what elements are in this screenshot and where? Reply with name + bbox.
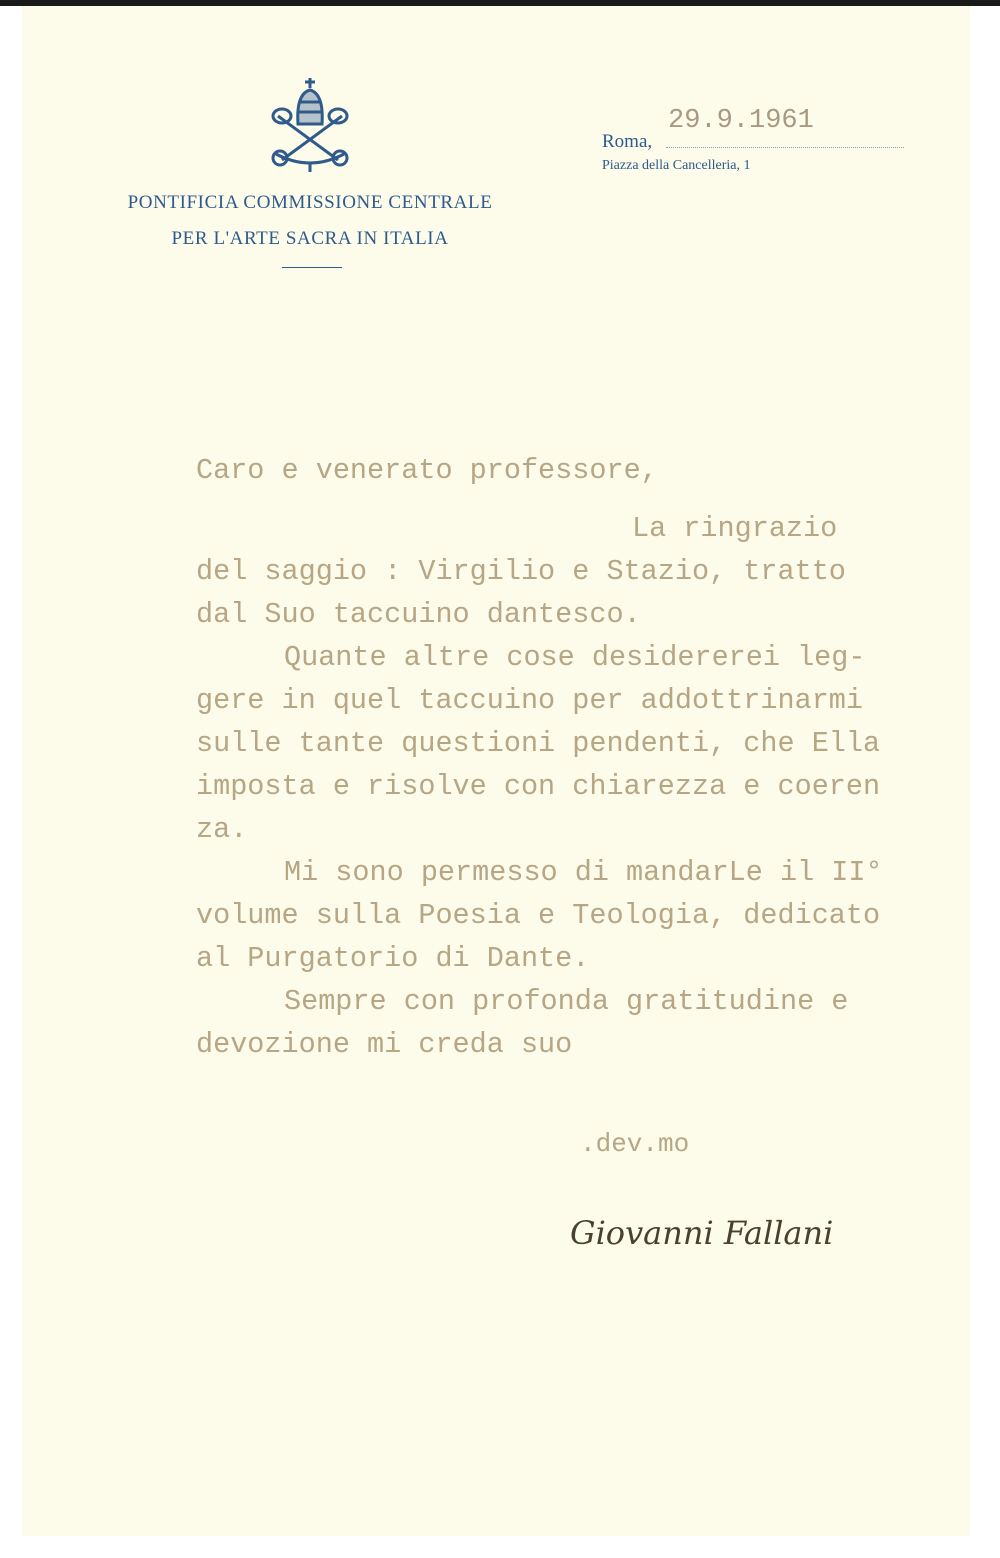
body-line: imposta e risolve con chiarezza e coeren xyxy=(196,770,881,803)
salutation: Caro e venerato professore, xyxy=(196,454,658,487)
body-line: sulle tante questioni pendenti, che Ella xyxy=(196,727,881,760)
body-line: devozione mi creda suo xyxy=(196,1028,573,1061)
body-line: Sempre con profonda gratitudine e xyxy=(284,985,849,1018)
address: Piazza della Cancelleria, 1 xyxy=(602,158,751,173)
org-name-line-1: PONTIFICIA COMMISSIONE CENTRALE xyxy=(127,192,493,213)
body-line: La ringrazio xyxy=(632,512,838,545)
body-line: Mi sono permesso di mandarLe il II° xyxy=(284,856,883,889)
body-line: al Purgatorio di Dante. xyxy=(196,942,590,975)
body-line: dal Suo taccuino dantesco. xyxy=(196,598,641,631)
papal-coat-of-arms-icon xyxy=(268,76,352,174)
divider xyxy=(282,267,342,268)
closing: .dev.mo xyxy=(580,1129,690,1159)
body-line: volume sulla Poesia e Teologia, dedicato xyxy=(196,899,881,932)
handwritten-signature xyxy=(566,1200,846,1270)
org-name-line-2: PER L'ARTE SACRA IN ITALIA xyxy=(171,228,449,249)
city-label: Roma, xyxy=(602,131,653,152)
body-line: za. xyxy=(196,813,248,846)
body-line: Quante altre cose desidererei leg- xyxy=(284,641,866,674)
date-dotted-line xyxy=(666,147,904,148)
body-line: del saggio : Virgilio e Stazio, tratto xyxy=(196,555,846,588)
date: 29.9.1961 xyxy=(668,106,814,136)
signature-text: Giovanni Fallani xyxy=(570,1214,834,1252)
body-line: gere in quel taccuino per addottrinarmi xyxy=(196,684,864,717)
